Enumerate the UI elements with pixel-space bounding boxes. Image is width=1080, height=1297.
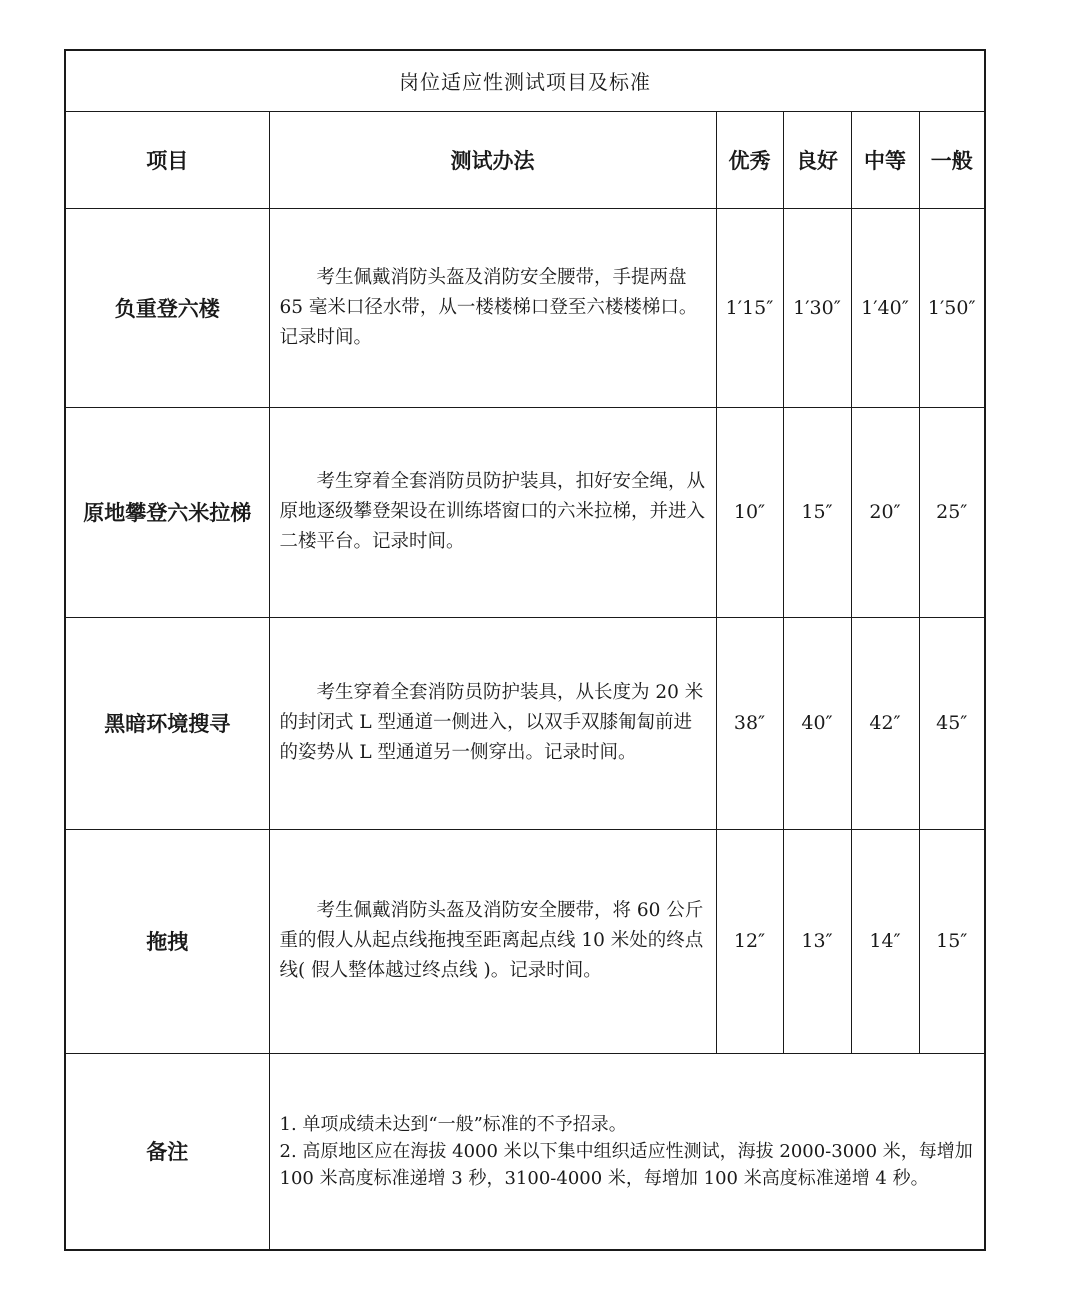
row-item: 黑暗环境搜寻 xyxy=(66,617,269,829)
row-grade-medium: 14″ xyxy=(851,829,919,1053)
note-line-1: 1. 单项成绩未达到“一般”标准的不予招录。 xyxy=(279,1113,627,1135)
table-row xyxy=(66,829,984,1053)
table-row xyxy=(66,617,984,829)
table-row xyxy=(66,407,984,617)
row-method-text: 考生穿着全套消防员防护装具，扣好安全绳，从原地逐级攀登架设在训练塔窗口的六米拉梯，并进入二楼平台。记录时间。 xyxy=(279,471,706,552)
row-grade-good: 40″ xyxy=(783,617,851,829)
row-method xyxy=(269,829,716,1053)
row-method xyxy=(269,208,716,407)
note-line-2: 2. 高原地区应在海拔 4000 米以下集中组织适应性测试，海拔 2000-3000 米，每增加 100 米高度标准递增 3 秒，3100-4000 米，每增加 100 米高度标准递增 4 秒。 xyxy=(279,1140,973,1189)
notes-content xyxy=(269,1053,984,1249)
header-item: 项目 xyxy=(66,111,269,208)
row-grade-pass: 1′50″ xyxy=(919,208,984,407)
notes-label: 备注 xyxy=(66,1053,269,1249)
row-grade-pass: 25″ xyxy=(919,407,984,617)
row-grade-excellent: 10″ xyxy=(716,407,783,617)
row-method xyxy=(269,617,716,829)
row-grade-medium: 1′40″ xyxy=(851,208,919,407)
row-method xyxy=(269,407,716,617)
header-grade-pass: 一般 xyxy=(919,111,984,208)
row-grade-pass: 15″ xyxy=(919,829,984,1053)
standards-table xyxy=(66,51,984,1249)
header-grade-excellent: 优秀 xyxy=(716,111,783,208)
standards-table-frame xyxy=(64,49,986,1251)
row-grade-medium: 20″ xyxy=(851,407,919,617)
row-grade-excellent: 38″ xyxy=(716,617,783,829)
row-grade-medium: 42″ xyxy=(851,617,919,829)
header-grade-good: 良好 xyxy=(783,111,851,208)
title-row xyxy=(66,51,984,111)
row-item: 负重登六楼 xyxy=(66,208,269,407)
row-method-text: 考生穿着全套消防员防护装具，从长度为 20 米的封闭式 L 型通道一侧进入，以双手双膝匍匐前进的姿势从 L 型通道另一侧穿出。记录时间。 xyxy=(279,682,704,763)
row-grade-pass: 45″ xyxy=(919,617,984,829)
header-row xyxy=(66,111,984,208)
row-grade-excellent: 1′15″ xyxy=(716,208,783,407)
row-item: 拖拽 xyxy=(66,829,269,1053)
row-item: 原地攀登六米拉梯 xyxy=(66,407,269,617)
row-method-text: 考生佩戴消防头盔及消防安全腰带，将 60 公斤重的假人从起点线拖拽至距离起点线 10 米处的终点线( 假人整体越过终点线 )。记录时间。 xyxy=(279,900,704,981)
row-grade-excellent: 12″ xyxy=(716,829,783,1053)
header-grade-medium: 中等 xyxy=(851,111,919,208)
row-grade-good: 1′30″ xyxy=(783,208,851,407)
table-row xyxy=(66,208,984,407)
row-method-text: 考生佩戴消防头盔及消防安全腰带，手提两盘 65 毫米口径水带，从一楼楼梯口登至六楼楼梯口。记录时间。 xyxy=(279,266,698,348)
notes-row xyxy=(66,1053,984,1249)
row-grade-good: 15″ xyxy=(783,407,851,617)
row-grade-good: 13″ xyxy=(783,829,851,1053)
table-title: 岗位适应性测试项目及标准 xyxy=(66,51,984,111)
header-method: 测试办法 xyxy=(269,111,716,208)
